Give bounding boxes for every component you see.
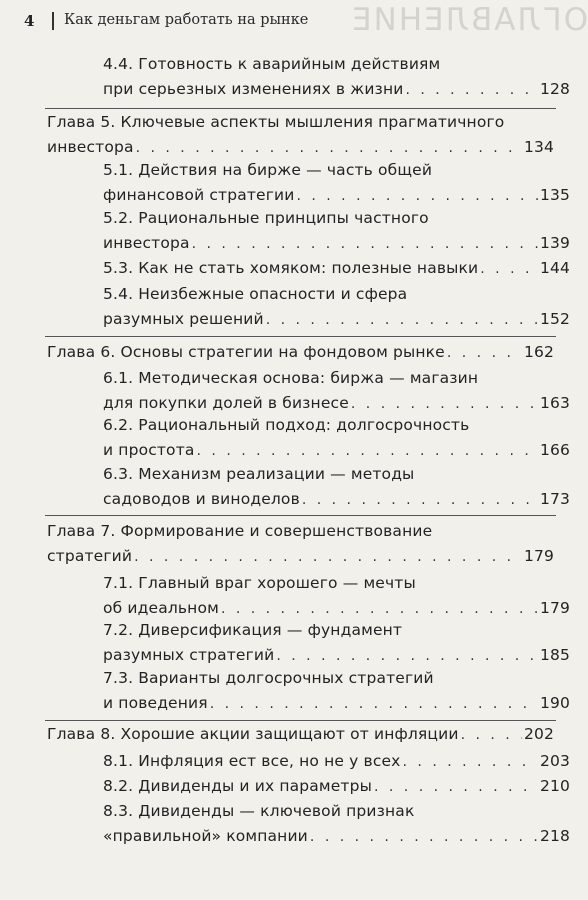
entry-title-line: и поведения bbox=[103, 694, 208, 712]
entry-title-line: 5.1. Действия на бирже — часть общей bbox=[103, 161, 433, 179]
entry-title-line: при серьезных изменениях в жизни bbox=[103, 80, 404, 98]
toc-entry-8-1 bbox=[103, 749, 570, 774]
toc-entry-chapter-5 bbox=[47, 110, 554, 160]
page-ref: 185 bbox=[539, 646, 570, 664]
entry-title-line: для покупки долей в бизнесе bbox=[103, 394, 349, 412]
page-ref: 134 bbox=[523, 138, 554, 156]
entry-last-line bbox=[103, 256, 570, 281]
dot-leader bbox=[266, 308, 538, 333]
entry-last-line bbox=[103, 487, 570, 512]
dot-leader bbox=[310, 825, 538, 850]
entry-last-line bbox=[47, 722, 554, 747]
chapter-divider bbox=[45, 720, 556, 721]
dot-leader bbox=[374, 775, 538, 800]
entry-last-line bbox=[47, 340, 554, 365]
page-ref: 179 bbox=[539, 599, 570, 617]
entry-last-line bbox=[103, 231, 570, 256]
entry-title-line: разумных решений bbox=[103, 310, 264, 328]
toc-entry-5-2 bbox=[103, 206, 570, 256]
page-ref: 135 bbox=[539, 186, 570, 204]
dot-leader bbox=[210, 692, 538, 717]
entry-title-line: стратегий bbox=[47, 547, 133, 565]
entry-title-line: инвестора bbox=[103, 234, 190, 252]
entry-last-line bbox=[103, 643, 570, 668]
page-ref: 152 bbox=[539, 310, 570, 328]
entry-last-line bbox=[103, 183, 570, 208]
dot-leader bbox=[461, 723, 522, 748]
toc-entry-chapter-6 bbox=[47, 340, 554, 365]
entry-title-line: Глава 6. Основы стратегии на фондовом рынке bbox=[47, 343, 445, 361]
entry-title-line: 4.4. Готовность к аварийным действиям bbox=[103, 55, 441, 73]
page-ref: 179 bbox=[523, 547, 554, 565]
entry-title-line: Глава 7. Формирование и совершенствование bbox=[47, 522, 433, 540]
page-ref: 162 bbox=[523, 343, 554, 361]
page-ref: 190 bbox=[539, 694, 570, 712]
toc-entry-5-1 bbox=[103, 158, 570, 208]
chapter-divider bbox=[45, 336, 556, 337]
page-ref: 128 bbox=[539, 80, 570, 98]
entry-title-line: 7.3. Варианты долгосрочных стратегий bbox=[103, 669, 434, 687]
entry-title-line: финансовой стратегии bbox=[103, 186, 295, 204]
toc-entry-6-3 bbox=[103, 462, 570, 512]
entry-title-line: разумных стратегий bbox=[103, 646, 275, 664]
entry-last-line bbox=[103, 749, 570, 774]
entry-title-line: Глава 8. Хорошие акции защищают от инфляции bbox=[47, 725, 459, 743]
entry-title-line: 8.1. Инфляция ест все, но не у всех bbox=[103, 752, 401, 770]
chapter-divider bbox=[45, 108, 556, 109]
entry-title-line: инвестора bbox=[47, 138, 134, 156]
page-ref: 163 bbox=[539, 394, 570, 412]
entry-title-line: 5.2. Рациональные принципы частного bbox=[103, 209, 429, 227]
entry-last-line bbox=[103, 438, 570, 463]
entry-title-line: Глава 5. Ключевые аспекты мышления прагматичного bbox=[47, 113, 505, 131]
bleed-through-text: ОГЛАВЛЕНИЕ bbox=[350, 2, 588, 38]
entry-last-line bbox=[103, 77, 570, 102]
entry-title-line: 6.1. Методическая основа: биржа — магазин bbox=[103, 369, 479, 387]
page-ref: 218 bbox=[539, 827, 570, 845]
dot-leader bbox=[192, 232, 538, 257]
dot-leader bbox=[447, 341, 522, 366]
entry-title-line: «правильной» компании bbox=[103, 827, 308, 845]
entry-title-line: 6.2. Рациональный подход: долгосрочность bbox=[103, 416, 470, 434]
dot-leader bbox=[197, 439, 538, 464]
page-ref: 166 bbox=[539, 441, 570, 459]
dot-leader bbox=[134, 545, 522, 570]
toc-entry-chapter-8 bbox=[47, 722, 554, 747]
toc-entry-8-3 bbox=[103, 799, 570, 849]
dot-leader bbox=[403, 750, 538, 775]
page-ref: 173 bbox=[539, 490, 570, 508]
entry-title-line: 6.3. Механизм реализации — методы bbox=[103, 465, 415, 483]
page-ref: 139 bbox=[539, 234, 570, 252]
entry-title-line: 5.3. Как не стать хомяком: полезные навыки bbox=[103, 259, 479, 277]
dot-leader bbox=[302, 488, 538, 513]
page-ref: 144 bbox=[539, 259, 570, 277]
page-ref: 210 bbox=[539, 777, 570, 795]
toc-entry-4-4 bbox=[103, 52, 570, 102]
entry-last-line bbox=[103, 307, 570, 332]
entry-title-line: 7.2. Диверсификация — фундамент bbox=[103, 621, 403, 639]
entry-title-line: 8.3. Дивиденды — ключевой признак bbox=[103, 802, 415, 820]
page-number: 4 bbox=[24, 12, 35, 30]
page-ref: 203 bbox=[539, 752, 570, 770]
toc-entry-5-4 bbox=[103, 282, 570, 332]
chapter-divider bbox=[45, 515, 556, 516]
entry-last-line bbox=[47, 544, 554, 569]
toc-entry-8-2 bbox=[103, 774, 570, 799]
entry-title-line: садоводов и виноделов bbox=[103, 490, 300, 508]
entry-last-line bbox=[47, 135, 554, 160]
toc-entry-7-2 bbox=[103, 618, 570, 668]
toc-entry-6-1 bbox=[103, 366, 570, 416]
entry-title-line: и простота bbox=[103, 441, 195, 459]
toc-entry-6-2 bbox=[103, 413, 570, 463]
entry-title-line: 7.1. Главный враг хорошего — мечты bbox=[103, 574, 416, 592]
entry-last-line bbox=[103, 774, 570, 799]
toc-entry-7-1 bbox=[103, 571, 570, 621]
running-title: Как деньгам работать на рынке bbox=[64, 12, 309, 28]
page-ref: 202 bbox=[523, 725, 554, 743]
dot-leader bbox=[405, 78, 538, 103]
entry-last-line bbox=[103, 691, 570, 716]
entry-title-line: об идеальном bbox=[103, 599, 219, 617]
entry-title-line: 5.4. Неизбежные опасности и сфера bbox=[103, 285, 408, 303]
entry-title-line: 8.2. Дивиденды и их параметры bbox=[103, 777, 372, 795]
toc-entry-7-3 bbox=[103, 666, 570, 716]
toc-entry-chapter-7 bbox=[47, 519, 554, 569]
toc-entry-5-3 bbox=[103, 256, 570, 281]
entry-last-line bbox=[103, 824, 570, 849]
dot-leader bbox=[480, 257, 538, 282]
